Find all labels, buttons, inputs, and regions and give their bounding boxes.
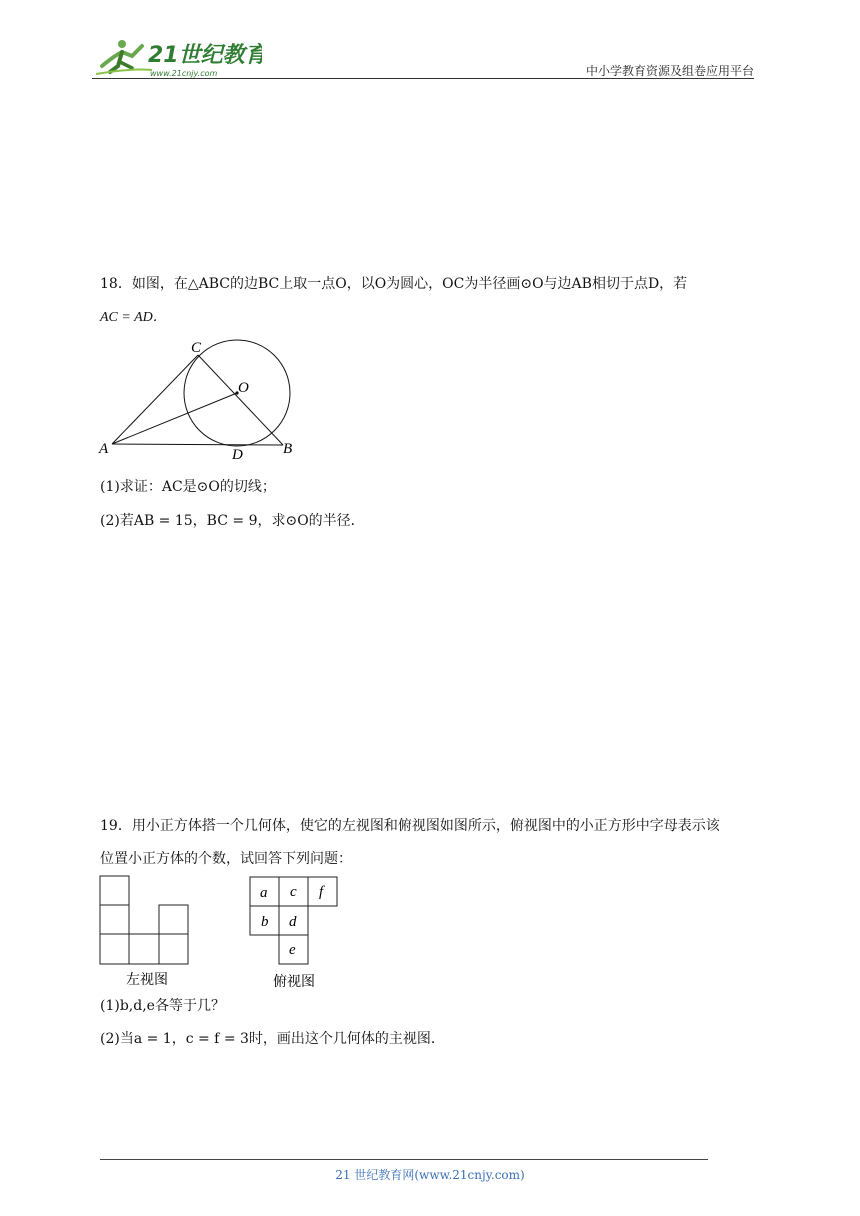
q19-part2: (2)当a = 1，c = f = 3时，画出这个几何体的主视图．: [100, 1031, 445, 1047]
cell-b: b: [261, 914, 269, 930]
footer-divider: [100, 1159, 708, 1160]
header-divider: [92, 78, 754, 79]
footer-site-link[interactable]: 21 世纪教育网(www.21cnjy.com): [335, 1168, 525, 1182]
q18-stem-line2: AC = AD．: [100, 310, 167, 325]
segment-cb: [198, 355, 283, 445]
cell-f: f: [319, 884, 324, 900]
label-b: B: [283, 441, 293, 457]
segment-ac: [112, 355, 198, 444]
cell-a: a: [260, 885, 268, 901]
segment-ao: [112, 393, 237, 444]
q19-stem-line1: 19．用小正方体搭一个几何体，使它的左视图和俯视图如图所示，俯视图中的小正方形中字母表示该: [100, 818, 720, 834]
left-view-grid: [100, 876, 188, 964]
q18-stem-line1: 18．如图，在△ABC的边BC上取一点O，以O为圆心，OC为半径画⊙O与边AB相切于点D，若: [100, 276, 688, 292]
label-o: O: [238, 380, 249, 396]
q18-part2: (2)若AB = 15，BC = 9，求⊙O的半径．: [100, 513, 365, 529]
q19-part1: (1)b,d,e各等于几？: [100, 998, 225, 1014]
label-d: D: [232, 447, 243, 463]
cell-d: d: [289, 914, 297, 930]
label-c: C: [191, 340, 202, 356]
q19-stem-line2: 位置小正方体的个数，试回答下列问题：: [100, 851, 352, 867]
runner-icon: [92, 32, 262, 80]
segment-ab: [112, 444, 283, 445]
top-view-caption: 俯视图: [273, 974, 315, 990]
cell-e: e: [289, 942, 296, 958]
q18-figure: [95, 335, 305, 465]
brand-logo-text: 21世纪教育: [148, 43, 262, 68]
header-platform-name: 中小学教育资源及组卷应用平台: [585, 64, 754, 78]
label-a: A: [99, 441, 109, 457]
left-view-caption: 左视图: [126, 972, 168, 988]
brand-logo-url: www.21cnjy.com: [150, 69, 218, 78]
cell-c: c: [290, 884, 297, 900]
brand-logo: [92, 32, 262, 80]
q19-figure: [98, 874, 358, 992]
q18-part1: (1)求证：AC是⊙O的切线；: [100, 479, 276, 495]
